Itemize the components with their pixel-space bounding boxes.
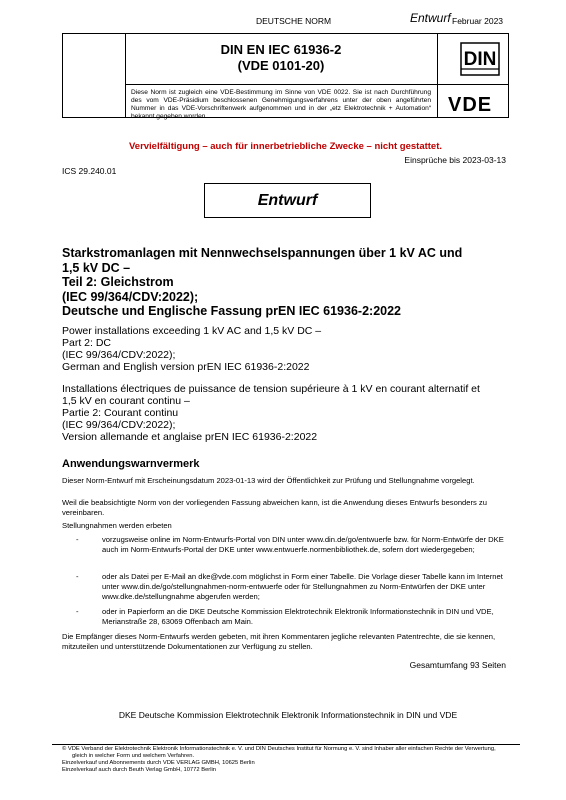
title-fr-line: Version allemande et anglaise prEN IEC 61936-2:2022 — [62, 431, 318, 443]
bullet-text: oder in Papierform an die DKE Deutsche Kommission Elektrotechnik Elektronik Informationstechnik in DIN und VDE, Merianstraße 28, 63069 Offenbach am Main. — [102, 607, 494, 626]
total-pages: Gesamtumfang 93 Seiten — [409, 660, 506, 670]
footer — [62, 746, 522, 774]
title-en-line: Power installations exceeding 1 kV AC and 1,5 kV DC – — [62, 325, 322, 337]
document-type: DEUTSCHE NORM — [256, 16, 332, 26]
issue-date: Februar 2023 — [452, 16, 504, 26]
bullet-text: vorzugsweise online im Norm-Entwurfs-Portal von DIN unter www.din.de/go/entwuerfe bzw. für Norm-Entwürfe der DKE auch im Norm-Entwurfs-Portal der DKE unter www.entwuerfe.normenbibliothek.de, sofern dort wiedergegeben; — [102, 535, 504, 554]
title-fr-line: (IEC 99/364/CDV:2022); — [62, 419, 176, 431]
title-de-line: Teil 2: Gleichstrom — [62, 275, 174, 289]
list-item: - vorzugsweise online im Norm-Entwurfs-Portal von DIN unter www.din.de/go/entwuerfe bzw. für Norm-Entwürfe der DKE auch im Norm-Entwurfs-Portal der DKE unter www.entwuerfe.normenbibliothek.de, sofern dort wiedergegeben; — [62, 535, 514, 565]
reproduction-notice: Vervielfältigung – auch für innerbetriebliche Zwecke – nicht gestattet. — [128, 141, 443, 152]
standard-title — [125, 42, 437, 74]
draft-marker: Entwurf — [410, 11, 451, 25]
footer-line: gleich in welcher Form und welchem Verfahren. — [72, 753, 195, 759]
title-en-line: Part 2: DC — [62, 337, 112, 349]
title-de-line: 1,5 kV DC – — [62, 260, 131, 275]
vde-number: (VDE 0101-20) — [237, 58, 325, 73]
title-french — [62, 383, 522, 443]
standard-header-box — [62, 33, 509, 118]
standard-number: DIN EN IEC 61936-2 — [220, 42, 342, 57]
warning-heading: Anwendungswarnvermerk — [62, 458, 200, 470]
din-logo-text: DIN — [463, 49, 497, 70]
vde-notice: Diese Norm ist zugleich eine VDE-Bestimmung im Sinne von VDE 0022. Sie ist nach Durchführung des vom VDE-Präsidium beschlossenen Genehmigungsverfahrens unter der oben angeführten Nummer in das VDE-Vorschriftenwerk aufgenommen und in der „etz Elektrotechnik + Automation“ bekannt gegeben worden. — [131, 89, 431, 120]
title-german — [62, 246, 522, 319]
warning-paragraph-4: Die Empfänger dieses Norm-Entwurfs werden gebeten, mit ihren Kommentaren jegliche relevanten Patentrechte, die sie kennen, mitzuteilen und unterstützende Dokumentationen zur Verfügung zu stellen. — [62, 632, 496, 651]
title-de-line: (IEC 99/364/CDV:2022); — [62, 289, 199, 304]
committee-line: DKE Deutsche Kommission Elektrotechnik Elektronik Informationstechnik in DIN und VDE — [118, 710, 458, 720]
title-english — [62, 325, 522, 373]
title-en-line: German and English version prEN IEC 61936-2:2022 — [62, 361, 310, 373]
footer-divider — [52, 744, 520, 745]
title-fr-line: Partie 2: Courant continu — [62, 407, 179, 419]
ics-code: ICS 29.240.01 — [62, 166, 117, 176]
warning-paragraph-3: Stellungnahmen werden erbeten — [62, 521, 172, 530]
title-de-line: Deutsche und Englische Fassung prEN IEC 61936-2:2022 — [62, 304, 402, 318]
bullet-text: oder als Datei per E-Mail an dke@vde.com möglichst in Form einer Tabelle. Die Vorlage dieser Tabelle kann im Internet unter www.din.de/go/stellungnahmen-norm-entwuerfe oder für Stellungnahmen zu Norm-Entwürfen der DKE unter www.dke.de/stellungnahme abgerufen werden; — [102, 572, 503, 601]
title-de-line: Starkstromanlagen mit Nennwechselspannungen über 1 kV AC und — [62, 246, 463, 260]
title-en-line: (IEC 99/364/CDV:2022); — [62, 349, 176, 361]
list-item: - oder in Papierform an die DKE Deutsche Kommission Elektrotechnik Elektronik Informationstechnik in DIN und VDE, Merianstraße 28, 63069 Offenbach am Main. — [62, 607, 514, 627]
footer-line: © VDE Verband der Elektrotechnik Elektronik Informationstechnik e. V. und DIN Deutsches Institut für Normung e. V. sind Inhaber aller einfachen Rechte der Verwertung, — [62, 746, 496, 752]
din-logo — [460, 42, 500, 76]
warning-paragraph-1: Dieser Norm-Entwurf mit Erscheinungsdatum 2023-01-13 wird der Öffentlichkeit zur Prüfung und Stellungnahme vorgelegt. — [62, 476, 475, 485]
warning-paragraph-2: Weil die beabsichtigte Norm von der vorliegenden Fassung abweichen kann, ist die Anwendung dieses Entwurfs besonders zu vereinbaren. — [62, 498, 487, 517]
draft-label-box: Entwurf — [204, 183, 371, 218]
footer-line: Einzelverkauf auch durch Beuth Verlag GmbH, 10772 Berlin — [62, 767, 217, 773]
footer-line: Einzelverkauf und Abonnements durch VDE VERLAG GMBH, 10625 Berlin — [62, 760, 255, 766]
title-fr-line: 1,5 kV en courant continu – — [62, 395, 190, 407]
list-item: - oder als Datei per E-Mail an dke@vde.com möglichst in Form einer Tabelle. Die Vorlage dieser Tabelle kann im Internet unter www.din.de/go/stellungnahmen-norm-entwuerfe oder für Stellungnahmen zu Norm-Entwürfen der DKE unter www.dke.de/stellungnahme abgerufen werden; — [62, 572, 514, 602]
objection-deadline: Einsprüche bis 2023-03-13 — [404, 155, 506, 165]
title-fr-line: Installations électriques de puissance de tension supérieure à 1 kV en courant alternatif et — [62, 383, 480, 395]
vde-logo: VDE — [448, 94, 493, 116]
